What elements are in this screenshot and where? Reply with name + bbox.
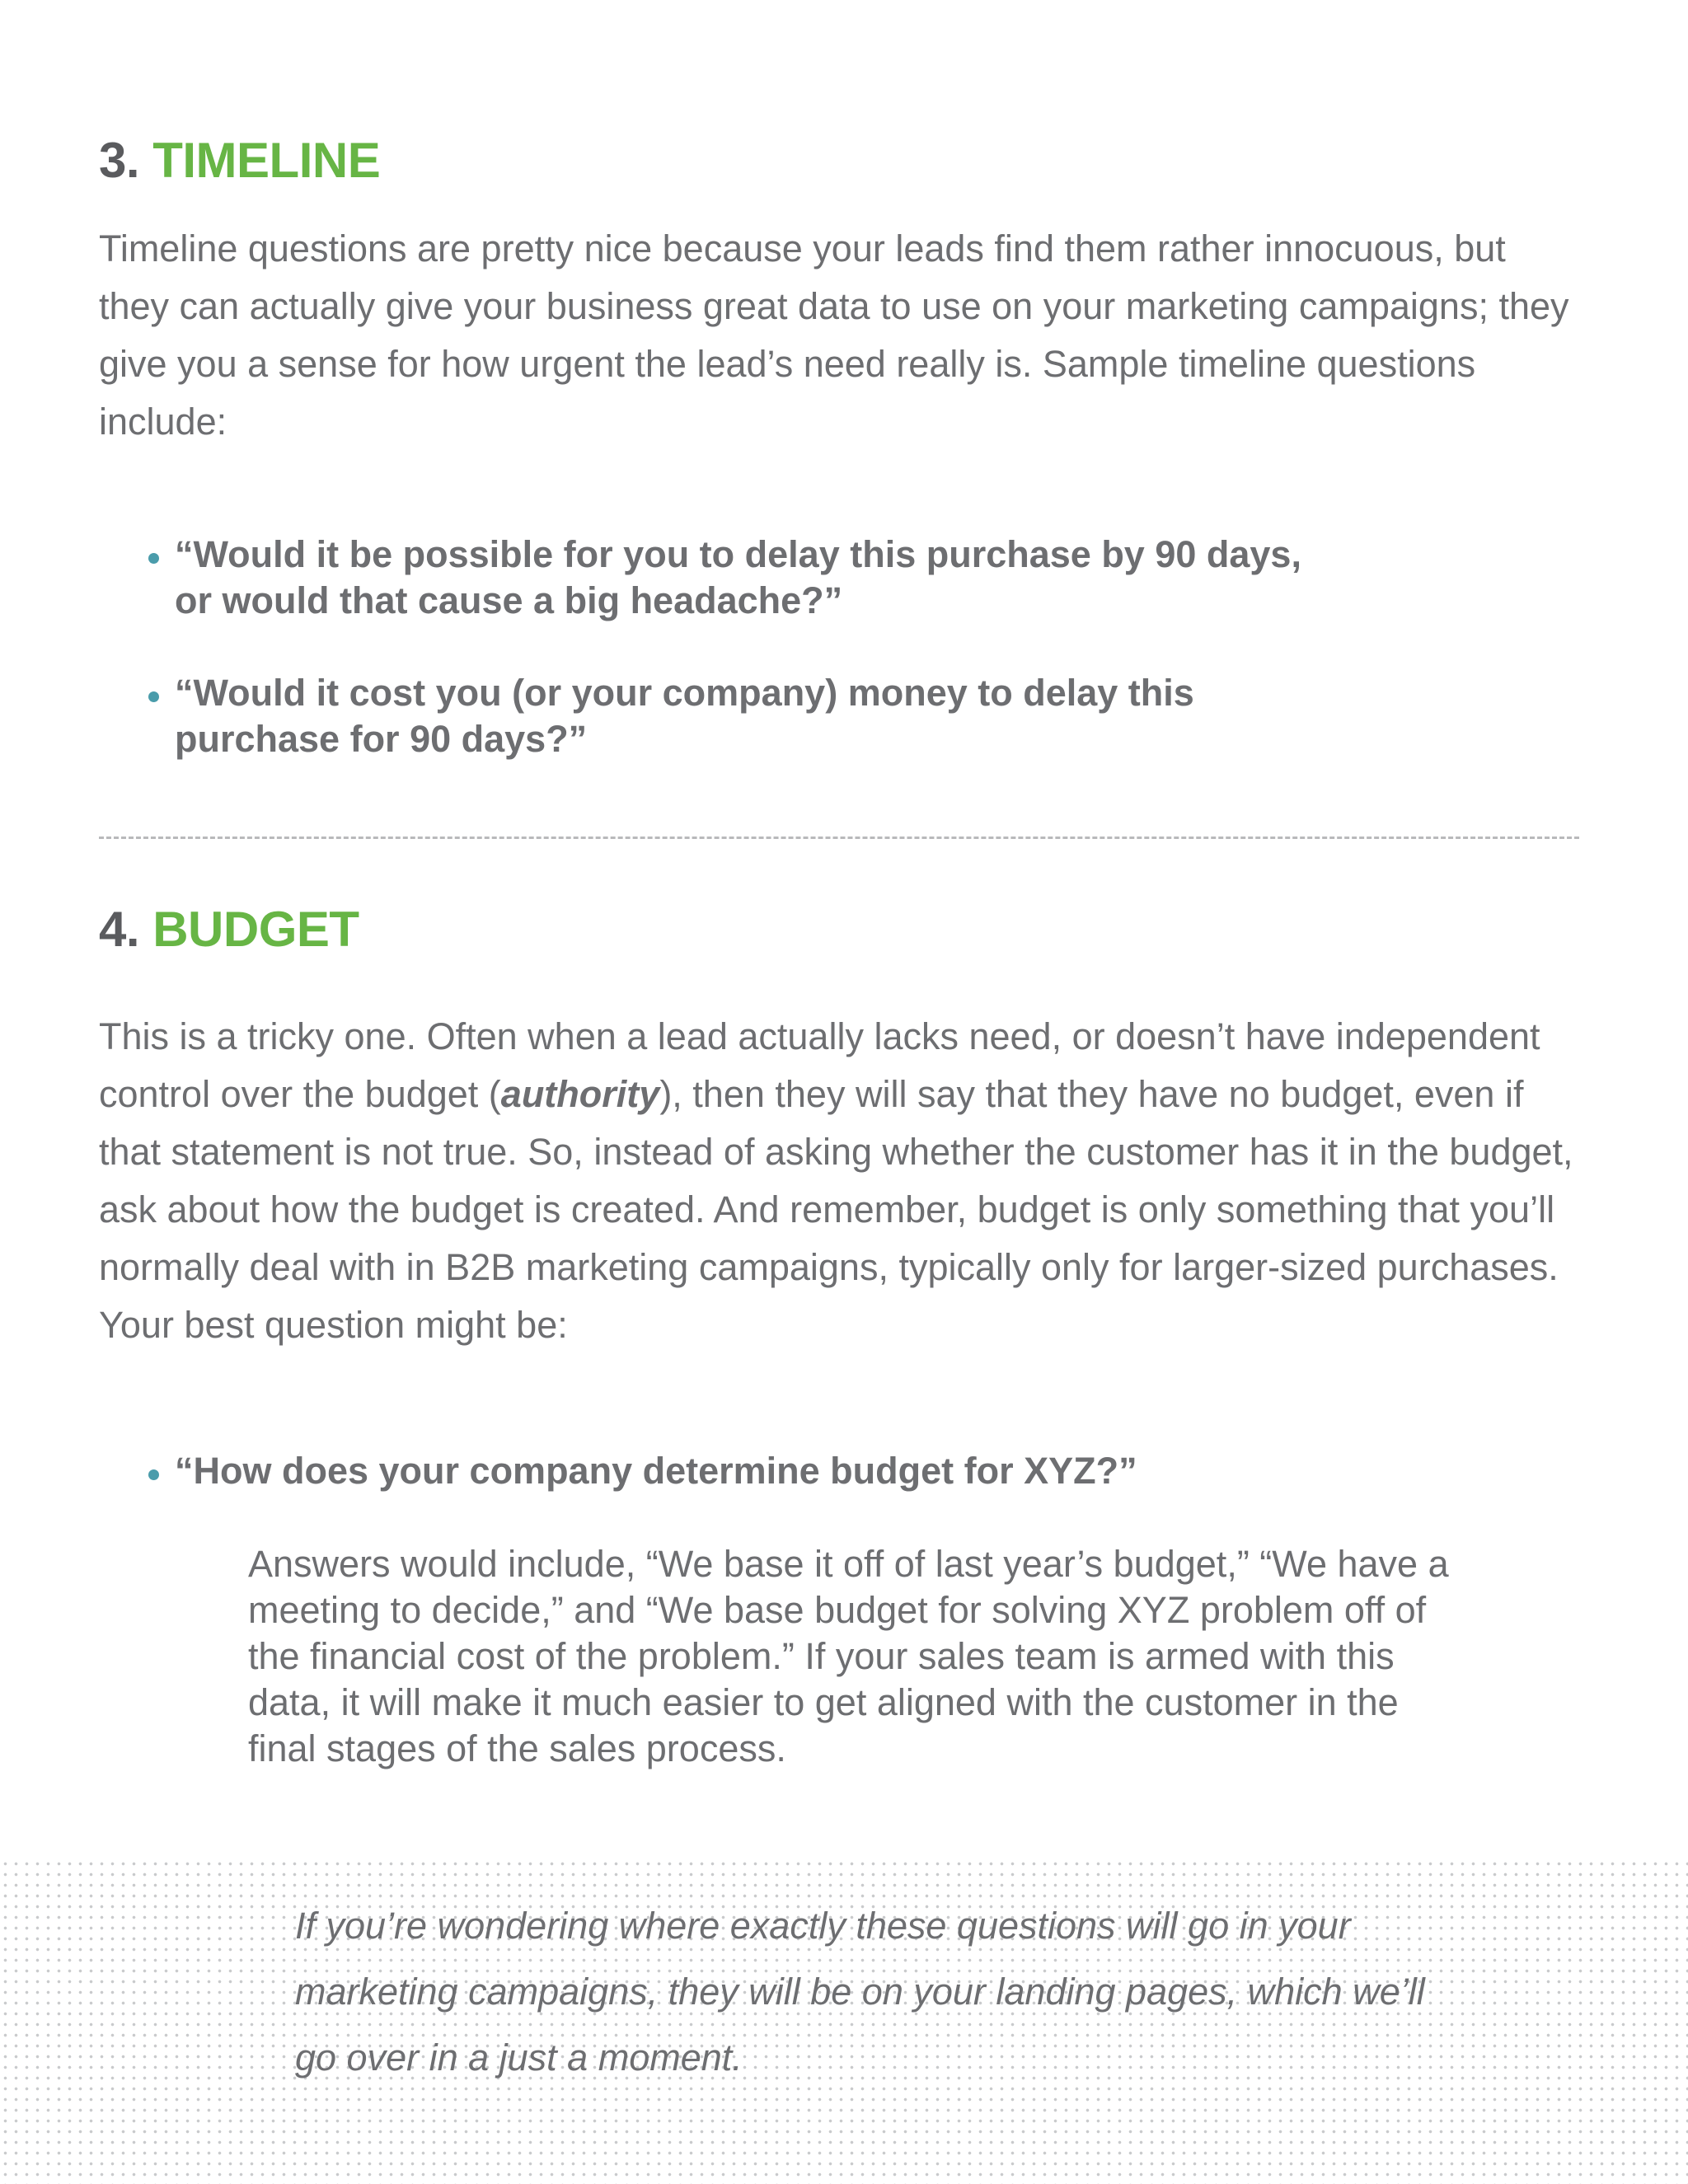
budget-section	[99, 901, 1582, 958]
timeline-body: Timeline questions are pretty nice because your leads find them rather innocuous, but they can actually give your business great data to use on your marketing campaigns; they give you a sense for how urgent the lead’s need really is. Sample timeline questions include:	[99, 227, 1569, 443]
section-divider	[99, 837, 1579, 839]
budget-body-after: ), then they will say that they have no budget, even if that statement is not true. So, instead of asking whether the customer has it in the budget, ask about how the budget is created. And remember, budget is only something that you’ll normally deal with in B2B marketing campaigns, typically only for larger-sized purchases. Your best question might be:	[99, 1073, 1573, 1346]
callout-box	[0, 1858, 1688, 2184]
timeline-heading	[99, 132, 1582, 189]
budget-question: “How does your company determine budget for XYZ?”	[148, 1448, 1434, 1494]
timeline-question-1: “Would it be possible for you to delay this purchase by 90 days, or would that cause a big headache?”	[148, 532, 1345, 624]
budget-heading	[99, 901, 1582, 958]
budget-body	[99, 1008, 1582, 1354]
budget-number: 4.	[99, 902, 140, 957]
timeline-questions	[148, 532, 1434, 762]
budget-questions	[148, 1448, 1434, 1494]
authority-emphasis: authority	[500, 1073, 660, 1115]
timeline-section	[99, 132, 1582, 189]
budget-body-wrap	[99, 1008, 1582, 1354]
callout-text: If you’re wondering where exactly these questions will go in your marketing campaigns, they will be on your landing pages, which we’ll go over in a just a moment.	[295, 1905, 1425, 2079]
timeline-question-2: “Would it cost you (or your company) money to delay this purchase for 90 days?”	[148, 670, 1329, 762]
budget-answer: Answers would include, “We base it off of last year’s budget,” “We have a meeting to decide,” and “We base budget for solving XYZ problem off of the financial cost of the problem.” If your sales team is armed with this data, it will make it much easier to get aligned with the customer in the final stages of the sales process.	[248, 1543, 1449, 1769]
budget-title: BUDGET	[152, 902, 359, 957]
budget-body-before: This is a tricky one. Often when a lead actually lacks need, or doesn’t have independent control over the budget (	[99, 1015, 1540, 1115]
timeline-number: 3.	[99, 133, 140, 188]
timeline-body-wrap	[99, 220, 1582, 451]
timeline-title: TIMELINE	[152, 133, 381, 188]
